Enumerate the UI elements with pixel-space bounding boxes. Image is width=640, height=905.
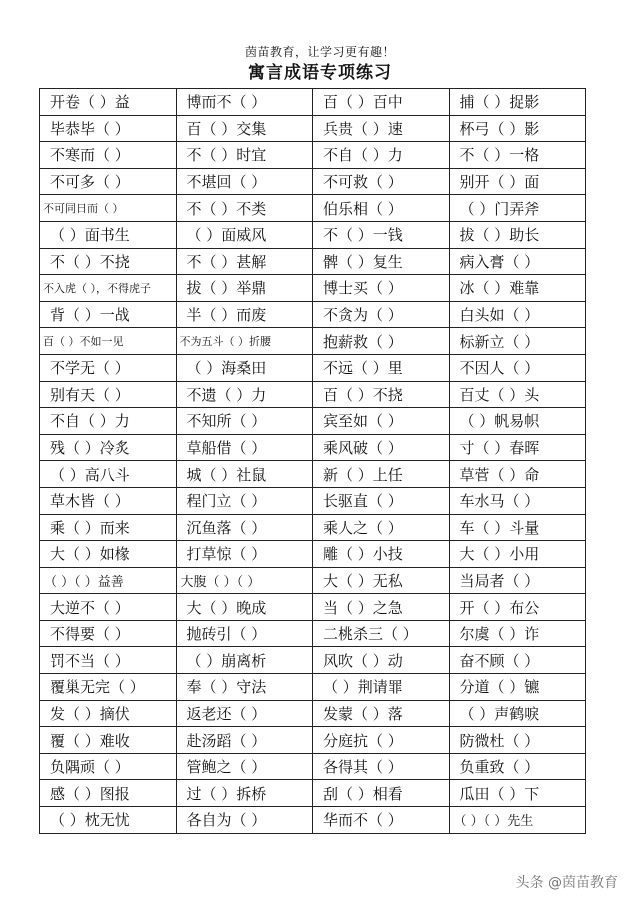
idiom-cell: 程门立（ ） bbox=[176, 487, 313, 514]
idiom-cell: 尔虞（ ）诈 bbox=[449, 620, 586, 647]
idiom-cell: 奋不顾（ ） bbox=[449, 647, 586, 674]
idiom-cell: 博而不（ ） bbox=[176, 89, 313, 116]
table-row bbox=[40, 221, 586, 248]
idiom-cell: 瓜田（ ）下 bbox=[449, 780, 586, 807]
idiom-cell: 大（ ）如椽 bbox=[40, 541, 177, 568]
table-row bbox=[40, 461, 586, 488]
idiom-cell: 杯弓（ ）影 bbox=[449, 115, 586, 142]
idiom-cell: 别开（ ）面 bbox=[449, 168, 586, 195]
idiom-cell: 乘人之（ ） bbox=[313, 514, 450, 541]
idiom-cell: （ ）声鹤唳 bbox=[449, 700, 586, 727]
idiom-cell: 冰（ ）难靠 bbox=[449, 275, 586, 302]
idiom-cell: 不为五斗（ ）折腰 bbox=[176, 328, 313, 355]
table-row bbox=[40, 434, 586, 461]
idiom-cell: 赴汤蹈（ ） bbox=[176, 727, 313, 754]
page-title: 寓言成语专项练习 bbox=[248, 63, 392, 83]
table-row bbox=[40, 567, 586, 594]
idiom-cell: 草木皆（ ） bbox=[40, 487, 177, 514]
idiom-cell: 抱薪救（ ） bbox=[313, 328, 450, 355]
idiom-cell: 罚不当（ ） bbox=[40, 647, 177, 674]
idiom-cell: 拔（ ）举鼎 bbox=[176, 275, 313, 302]
table-row bbox=[40, 328, 586, 355]
table-row bbox=[40, 753, 586, 780]
table-row bbox=[40, 115, 586, 142]
idiom-cell: 不（ ）时宜 bbox=[176, 142, 313, 169]
idiom-cell: 不可多（ ） bbox=[40, 168, 177, 195]
table-row bbox=[40, 541, 586, 568]
table-row bbox=[40, 142, 586, 169]
idiom-cell: 兵贵（ ）速 bbox=[313, 115, 450, 142]
idiom-table bbox=[39, 88, 586, 834]
idiom-cell: 覆巢无完（ ） bbox=[40, 674, 177, 701]
idiom-cell: 开卷（ ）益 bbox=[40, 89, 177, 116]
idiom-cell: 百丈（ ）头 bbox=[449, 381, 586, 408]
idiom-cell: 负重致（ ） bbox=[449, 753, 586, 780]
idiom-cell: （ ）门弄斧 bbox=[449, 195, 586, 222]
table-row bbox=[40, 487, 586, 514]
idiom-cell: 奉（ ）守法 bbox=[176, 674, 313, 701]
idiom-cell: 别有天（ ） bbox=[40, 381, 177, 408]
idiom-cell: 当局者（ ） bbox=[449, 567, 586, 594]
idiom-cell: 草菅（ ）命 bbox=[449, 461, 586, 488]
idiom-cell: 草船借（ ） bbox=[176, 434, 313, 461]
idiom-cell: 不可救（ ） bbox=[313, 168, 450, 195]
idiom-cell: 不寒而（ ） bbox=[40, 142, 177, 169]
idiom-cell: 大（ ）无私 bbox=[313, 567, 450, 594]
table-row bbox=[40, 168, 586, 195]
idiom-cell: 覆（ ）难收 bbox=[40, 727, 177, 754]
page-subtitle: 茵苗教育，让学习更有趣！ bbox=[244, 45, 395, 59]
idiom-cell: 不（ ）不挠 bbox=[40, 248, 177, 275]
idiom-cell: 过（ ）拆桥 bbox=[176, 780, 313, 807]
table-row bbox=[40, 301, 586, 328]
idiom-cell: 宾至如（ ） bbox=[313, 408, 450, 435]
table-row bbox=[40, 381, 586, 408]
idiom-cell: 病入膏（ ） bbox=[449, 248, 586, 275]
idiom-cell: 百（ ）不如一见 bbox=[40, 328, 177, 355]
idiom-cell: 乘风破（ ） bbox=[313, 434, 450, 461]
idiom-cell: 分道（ ）镳 bbox=[449, 674, 586, 701]
idiom-cell: 不自（ ）力 bbox=[313, 142, 450, 169]
idiom-cell: 车水马（ ） bbox=[449, 487, 586, 514]
idiom-cell: 髀（ ）复生 bbox=[313, 248, 450, 275]
idiom-cell: （ ）面威风 bbox=[176, 221, 313, 248]
idiom-cell: 毕恭毕（ ） bbox=[40, 115, 177, 142]
idiom-cell: （ ）高八斗 bbox=[40, 461, 177, 488]
idiom-cell: 管鲍之（ ） bbox=[176, 753, 313, 780]
idiom-cell: 各得其（ ） bbox=[313, 753, 450, 780]
idiom-cell: 不知所（ ） bbox=[176, 408, 313, 435]
idiom-cell: 百（ ）百中 bbox=[313, 89, 450, 116]
idiom-cell: 沉鱼落（ ） bbox=[176, 514, 313, 541]
page-header bbox=[0, 44, 640, 84]
table-row bbox=[40, 674, 586, 701]
watermark: 头条 @茵苗教育 bbox=[515, 875, 618, 891]
idiom-cell: 华而不（ ） bbox=[313, 807, 450, 834]
idiom-cell: 当（ ）之急 bbox=[313, 594, 450, 621]
table-row bbox=[40, 248, 586, 275]
idiom-cell: 不可同日而（ ） bbox=[40, 195, 177, 222]
idiom-cell: 负隅顽（ ） bbox=[40, 753, 177, 780]
idiom-cell: 大（ ）晚成 bbox=[176, 594, 313, 621]
idiom-cell: 拔（ ）助长 bbox=[449, 221, 586, 248]
idiom-cell: 车（ ）斗量 bbox=[449, 514, 586, 541]
idiom-cell: 百（ ）交集 bbox=[176, 115, 313, 142]
idiom-cell: 不因人（ ） bbox=[449, 354, 586, 381]
idiom-cell: 伯乐相（ ） bbox=[313, 195, 450, 222]
idiom-cell: 半（ ）而废 bbox=[176, 301, 313, 328]
table-row bbox=[40, 807, 586, 834]
idiom-cell: 风吹（ ）动 bbox=[313, 647, 450, 674]
table-row bbox=[40, 647, 586, 674]
idiom-cell: 新（ ）上任 bbox=[313, 461, 450, 488]
table-row bbox=[40, 780, 586, 807]
table-row bbox=[40, 594, 586, 621]
table-row bbox=[40, 89, 586, 116]
idiom-cell: 不入虎（ ），不得虎子 bbox=[40, 275, 177, 302]
table-row bbox=[40, 275, 586, 302]
table-row bbox=[40, 195, 586, 222]
idiom-cell: 感（ ）图报 bbox=[40, 780, 177, 807]
idiom-cell: 百（ ）不挠 bbox=[313, 381, 450, 408]
idiom-cell: 城（ ）社鼠 bbox=[176, 461, 313, 488]
idiom-cell: 各自为（ ） bbox=[176, 807, 313, 834]
idiom-cell: 背（ ）一战 bbox=[40, 301, 177, 328]
idiom-cell: 开（ ）布公 bbox=[449, 594, 586, 621]
idiom-cell: 分庭抗（ ） bbox=[313, 727, 450, 754]
idiom-cell: 防微杜（ ） bbox=[449, 727, 586, 754]
idiom-cell: 残（ ）冷炙 bbox=[40, 434, 177, 461]
idiom-cell: （ ）荆请罪 bbox=[313, 674, 450, 701]
idiom-cell: 标新立（ ） bbox=[449, 328, 586, 355]
idiom-cell: 抛砖引（ ） bbox=[176, 620, 313, 647]
idiom-cell: 不（ ）一钱 bbox=[313, 221, 450, 248]
table-row bbox=[40, 620, 586, 647]
idiom-cell: （ ）崩离析 bbox=[176, 647, 313, 674]
idiom-cell: 二桃杀三（ ） bbox=[313, 620, 450, 647]
idiom-cell: 大（ ）小用 bbox=[449, 541, 586, 568]
idiom-cell: 大腹（ ）（ ） bbox=[176, 567, 313, 594]
idiom-cell: 寸（ ）春晖 bbox=[449, 434, 586, 461]
idiom-cell: （ ）面书生 bbox=[40, 221, 177, 248]
table-row bbox=[40, 700, 586, 727]
idiom-cell: 捕（ ）捉影 bbox=[449, 89, 586, 116]
idiom-cell: 乘（ ）而来 bbox=[40, 514, 177, 541]
idiom-cell: （ ）海桑田 bbox=[176, 354, 313, 381]
idiom-cell: 博士买（ ） bbox=[313, 275, 450, 302]
table-row bbox=[40, 354, 586, 381]
idiom-cell: （ ）枕无忧 bbox=[40, 807, 177, 834]
idiom-cell: 不堪回（ ） bbox=[176, 168, 313, 195]
idiom-cell: 大逆不（ ） bbox=[40, 594, 177, 621]
idiom-cell: 刮（ ）相看 bbox=[313, 780, 450, 807]
idiom-cell: 不（ ）一格 bbox=[449, 142, 586, 169]
idiom-cell: 打草惊（ ） bbox=[176, 541, 313, 568]
table-row bbox=[40, 408, 586, 435]
idiom-cell: 不贪为（ ） bbox=[313, 301, 450, 328]
idiom-cell: 发（ ）摘伏 bbox=[40, 700, 177, 727]
idiom-cell: 不远（ ）里 bbox=[313, 354, 450, 381]
idiom-cell: 不（ ）不类 bbox=[176, 195, 313, 222]
idiom-cell: 不学无（ ） bbox=[40, 354, 177, 381]
idiom-cell: 发蒙（ ）落 bbox=[313, 700, 450, 727]
idiom-table-body bbox=[40, 89, 586, 834]
table-row bbox=[40, 727, 586, 754]
idiom-cell: 不得要（ ） bbox=[40, 620, 177, 647]
idiom-cell: 不自（ ）力 bbox=[40, 408, 177, 435]
idiom-cell: （ ）（ ）益善 bbox=[40, 567, 177, 594]
idiom-cell: 不遗（ ）力 bbox=[176, 381, 313, 408]
idiom-cell: 不（ ）甚解 bbox=[176, 248, 313, 275]
idiom-cell: （ ）帆易帜 bbox=[449, 408, 586, 435]
idiom-cell: 雕（ ）小技 bbox=[313, 541, 450, 568]
table-row bbox=[40, 514, 586, 541]
idiom-cell: 白头如（ ） bbox=[449, 301, 586, 328]
idiom-cell: 长驱直（ ） bbox=[313, 487, 450, 514]
idiom-cell: 返老还（ ） bbox=[176, 700, 313, 727]
idiom-cell: （ ）（ ）先生 bbox=[449, 807, 586, 834]
